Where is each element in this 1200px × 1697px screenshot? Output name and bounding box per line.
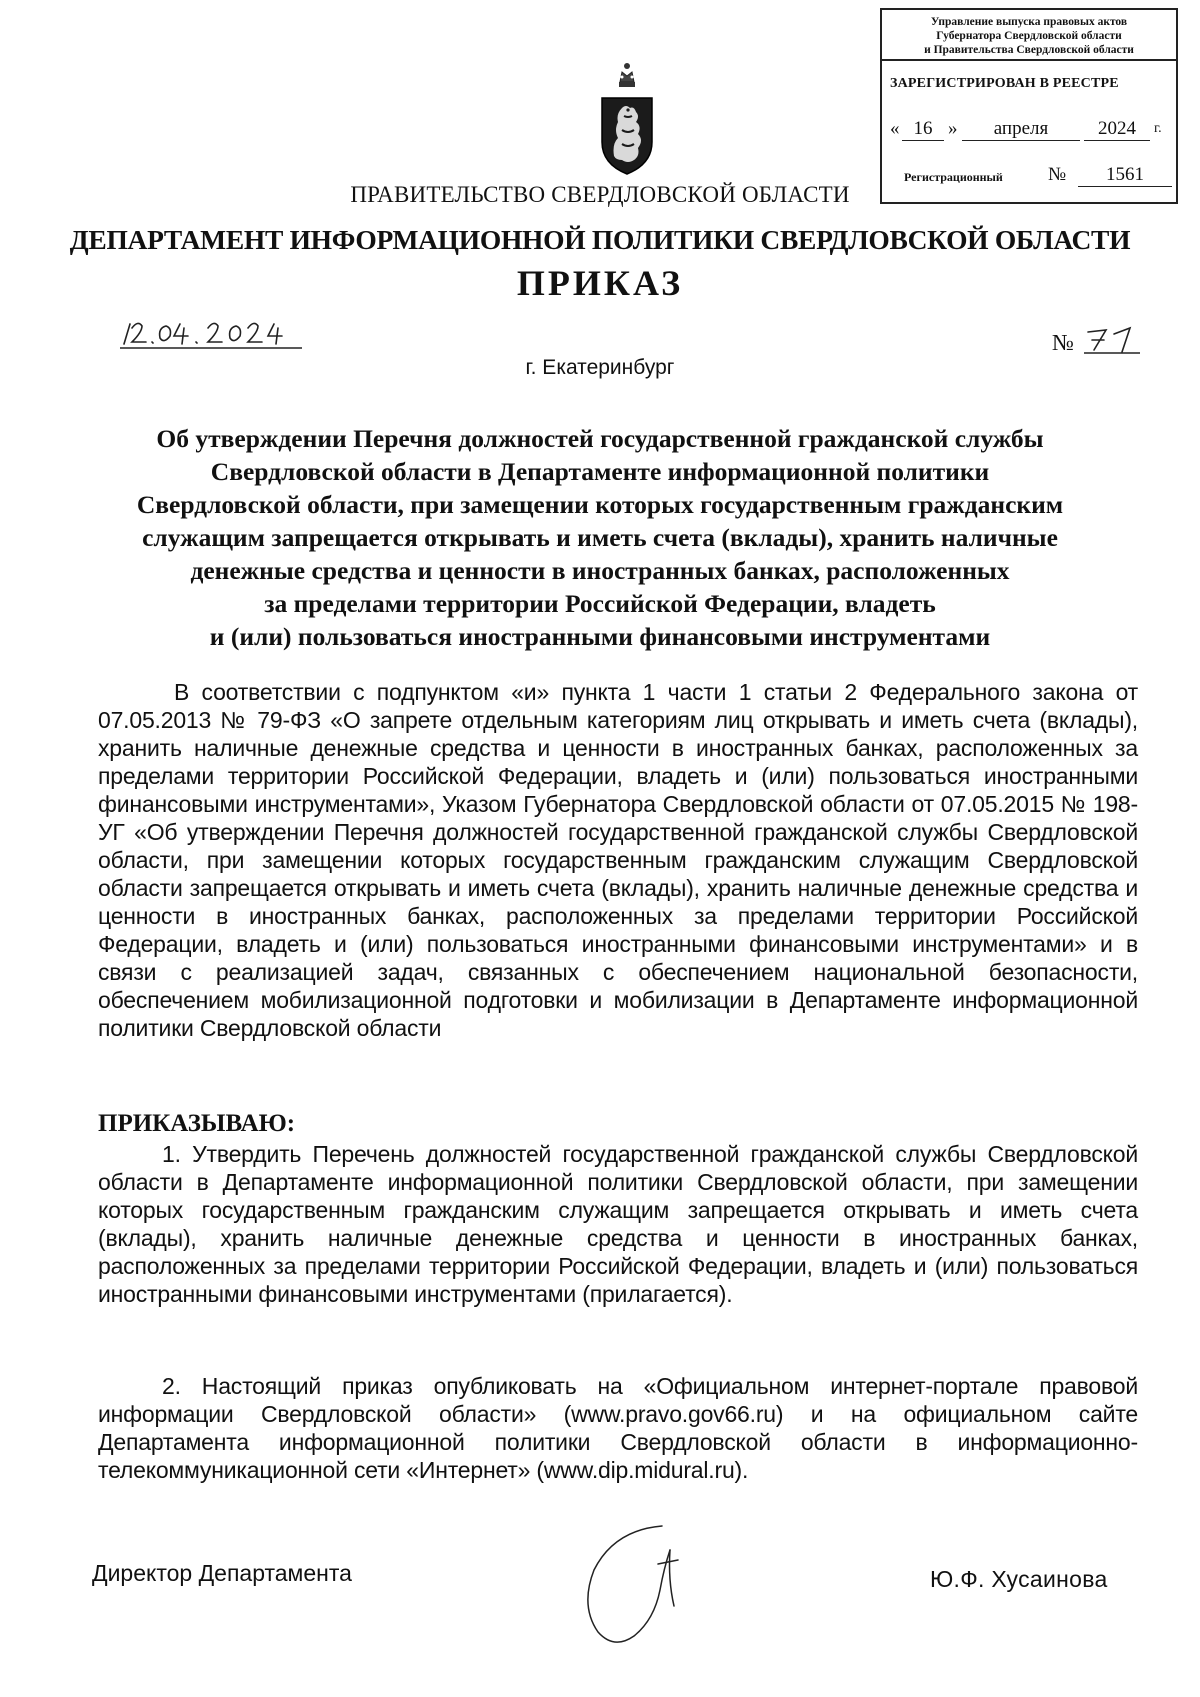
stamp-day: 16 [913, 118, 933, 139]
stamp-header [882, 10, 1176, 61]
stamp-reg-number-label: Регистрационный [904, 170, 1003, 184]
stamp-reg-number: 1561 [1078, 164, 1172, 187]
stamp-header-line: Губернатора Свердловской области [936, 30, 1122, 42]
stamp-header-line: Управление выпуска правовых актов [930, 16, 1128, 28]
stamp-month: апреля [993, 118, 1049, 139]
stamp-header-line: и Правительства Свердловской области [924, 44, 1134, 56]
handwritten-order-number [1084, 324, 1142, 356]
title-line: Об утверждении Перечня должностей государственной гражданской службы [156, 424, 1044, 453]
document-type: ПРИКАЗ [516, 263, 684, 303]
title-line: и (или) пользоваться иностранными финансовыми инструментами [209, 622, 991, 651]
department-name: ДЕПАРТАМЕНТ ИНФОРМАЦИОННОЙ ПОЛИТИКИ СВЕРДЛОВСКОЙ ОБЛАСТИ [69, 224, 1131, 255]
stamp-date [890, 118, 1168, 144]
stamp-year-suffix: г. [1154, 121, 1162, 136]
title-line: Свердловской области, при замещении которых государственным гражданским [136, 490, 1064, 519]
government-name: ПРАВИТЕЛЬСТВО СВЕРДЛОВСКОЙ ОБЛАСТИ [350, 182, 850, 207]
title-line: денежные средства и ценности в иностранных банках, расположенных [190, 556, 1010, 585]
preamble-paragraph: В соответствии с подпунктом «и» пункта 1 части 1 статьи 2 Федерального закона от 07.05.2013 № 79-ФЗ «О запрете отдельным категориям лиц открывать и иметь счета (вклады), хранить наличные денежные средства и ценности в иностранных банках, расположенных за пределами территории Российской Федерации, владеть и (или) пользоваться иностранными финансовыми инструментами», Указом Губернатора Свердловской области от 07.05.2015 № 198-УГ «Об утверждении Перечня должностей государственной гражданской службы Свердловской области, при замещении которых государственным гражданским служащим Свердловской области запрещается открывать и иметь счета (вклады), хранить наличные денежные средства и ценности в иностранных банках, расположенных за пределами территории Российской Федерации, владеть и (или) пользоваться иностранными финансовыми инструментами» и в связи с реализацией задач, связанных с обеспечением национальной безопасности, обеспечением мобилизационной подготовки и мобилизации в Департаменте информационной политики Свердловской области [98, 679, 1138, 1041]
handwritten-date [120, 318, 302, 350]
stamp-number-sign: № [1048, 164, 1067, 185]
city: г. Екатеринбург [525, 356, 675, 379]
stamp-quote-close: » [948, 118, 958, 139]
stamp-year: 2024 [1098, 118, 1136, 139]
title-line: служащим запрещается открывать и иметь счета (вклады), хранить наличные [142, 523, 1058, 552]
stamp-registered-label: ЗАРЕГИСТРИРОВАН В РЕЕСТРЕ [890, 76, 1119, 91]
registration-stamp [880, 8, 1178, 204]
signer-position: Директор Департамента [92, 1560, 352, 1586]
title-line: Свердловской области в Департаменте информационной политики [210, 457, 990, 486]
handwritten-signature-icon [574, 1520, 714, 1652]
order-number-sign: № [1052, 330, 1074, 355]
signer-name: Ю.Ф. Хусаинова [930, 1566, 1108, 1592]
order-item-1: 1. Утвердить Перечень должностей государственной гражданской службы Свердловской области в Департаменте информационной политики Свердловской области, при замещении которых государственным гражданским служащим запрещается открывать и иметь счета (вклады), хранить наличные денежные средства и ценности в иностранных банках, расположенных за пределами территории Российской Федерации, владеть и (или) пользоваться иностранными финансовыми инструментами (прилагается). [98, 1141, 1138, 1307]
title-line: за пределами территории Российской Федерации, владеть [264, 589, 936, 618]
coat-of-arms-icon [598, 60, 656, 178]
order-item-2: 2. Настоящий приказ опубликовать на «Официальном интернет-портале правовой информации Свердловской области» (www.pravo.gov66.ru) и на официальном сайте Департамента информационной политики Свердловской области в информационно-телекоммуникационной сети «Интернет» (www.dip.midural.ru). [98, 1373, 1138, 1483]
order-word: ПРИКАЗЫВАЮ: [98, 1110, 296, 1137]
order-title [100, 422, 1100, 653]
stamp-quote-open: « [890, 118, 900, 139]
